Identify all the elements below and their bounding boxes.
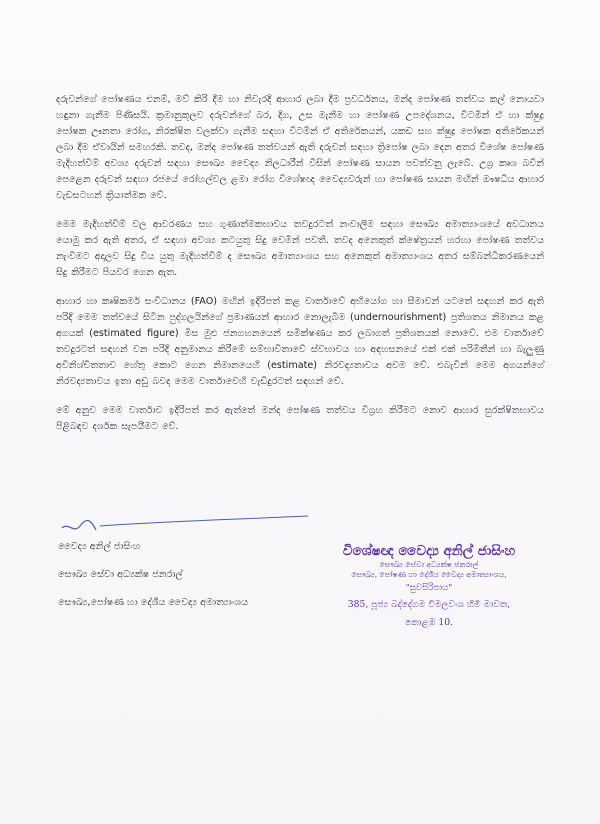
paragraph-2: මෙම මැදිහත්වීම් වල ආවරණය සහ ගුණාත්මකභාවය තවදුරටත් නංවාලීම සඳහා සෞඛ්‍ය අමාත්‍යාංශයේ අවධානය යොමු කර ඇති අතර, ඒ සඳහා අවශ්‍ය කටයුතු සිදු වෙමින් පවතී. තවද අනෙකුත් ක්ෂේත්‍රයන් හරහා පෝෂණ තත්වය නැංවීමට අදාලව සිදු විය යුතු මැදිහත්වීම් ද සෞඛ්‍ය අමාත්‍යාංශය සහ අනෙකුත් අමාත්‍යාංශය අතර සම්බන්ධීකරණයෙන් සිදු කිරීමට පියවර ගෙන ඇත.	[56, 219, 544, 278]
handwritten-signature	[60, 508, 310, 538]
stamp-ministry: සෞඛ්‍ය, පෝෂණ හා දේශීය වෛද්‍ය අමාත්‍යාංශය,	[351, 570, 507, 579]
stamp-address: 385, පූජ්‍ය බද්දේගම විමලවංශ හිමි මාවත,	[347, 599, 511, 610]
paragraph-1: දරුවන්ගේ පෝෂණය එනම්, මව් කිරි දීම හා නිවැරදි ආහාර ලබා දීම ප්‍රවර්ධනය, මන්ද පෝෂණ තත්වය කල් නොයවා හඳුනා ගැනීම පිණිසයි. ක්‍රමානුකූලව දරුවන්ගේ බර, දිග, උස මැනීම හා පෝෂණ උපදේශනය, විටමින් ඒ හා ක්ෂුද්‍ර පෝෂක ඌනතා රෝග, නිරක්ෂිත වලක්වා ගැනීම සඳහා විටමින් ඒ අතිරේකයන්, යකඩ සහ ක්ෂුද්‍ර පෝෂක අතිරේකයන් ලබා දීම ඒවායින් සමහරකි. තවද, මන්ද පෝෂණ තත්වයන් ඇති දරුවන් සඳහා ත්‍රිපෝෂ ලබා දෙන අතර විශේෂ පෝෂණ මැදිහත්වීම් අවශ්‍ය දරුවන් සඳහා සෞඛ්‍ය වෛද්‍ය නිලධාරීන් විසින් පෝෂණ සායන පවත්වනු ලැබේ. උග්‍ර කෘශ බවින් පෙළෙන දරුවන් සඳහා රජයේ රෝහල්වල ළමා රෝග විශේෂඥ වෛද්‍යවරුන් හා පෝෂණ සායන මඟින් ඖෂධීය ආහාර වැඩසටහන් ක්‍රියාත්මක වේ.	[56, 94, 544, 201]
official-stamp	[318, 542, 540, 630]
stamp-building: "සුවසිරිපාය"	[405, 583, 453, 593]
stamp-city: කොළඹ 10.	[404, 617, 454, 628]
paragraph-4: මේ අනුව මෙම වාර්තාව ඉදිරිපත් කර ඇත්තේ මන්ද පෝෂණ තත්වය විග්‍රහ කිරීමට නොව ආහාර සුරක්ෂිතභාවය පිළිබඳව දර්ශක සැපයීමට වේ.	[56, 405, 544, 432]
stamp-title: සෞඛ්‍ය සේවා අධ්‍යක්ෂ ජනරාල්	[379, 560, 479, 569]
stamp-name: විශේෂඥ වෛද්‍ය අනිල් ජාසිංහ	[342, 543, 516, 559]
signatory-name: වෛද්‍ය අනිල් ජාසිංහ	[58, 541, 141, 552]
signatory-ministry: සෞඛ්‍ය,පෝෂණ හා දේශීය වෛද්‍ය අමාත්‍යාංශය	[58, 597, 249, 608]
paragraph-3: ආහාර හා කෘෂිකර්ම සංවිධානය (FAO) මඟින් ඉදිරිපත් කළ වාර්තාවේ අභියෝග හා සීමාවන් යටතේ සඳහන් කර ඇති පරිදි මෙම තත්වයේ සිටින පුද්ගලයින්ගේ ප්‍රමාණයන් ආහාර නොලැබීම (undernourishment) ප්‍රතිශතය නිමානය කළ අගයක් (estimated figure) මිස මුළු ජනගහනයෙන් සමීක්ෂණය කර ලබාගත් ප්‍රතිශතයක් නොවේ. එම වාර්තාවේ තවදුරටත් සඳහන් වන පරිදි අනුමානය කිරීමේ සම්භාවිතාවේ ස්වභාවය හා අඳහසනයේ එක් එක් පරිමිතීන් හා බැලුණු අවිනිශ්චිතතාව හේතු කොට ගෙන නිමානයෙහි (estimate) නිරවද්‍යතාවය අවම වේ. එබැවින් මෙම අගයන්ගේ නිරවද්‍යතාවය ඉතා අඩු බවද මෙම වාර්තාවෙහි වැඩිදුරටත් සඳහන් වේ.	[56, 296, 544, 387]
signatory-title: සෞඛ්‍ය සේවා අධ්‍යක්ෂ ජනරාල්	[58, 569, 183, 580]
document-body	[56, 92, 544, 448]
signature-block	[58, 540, 308, 624]
